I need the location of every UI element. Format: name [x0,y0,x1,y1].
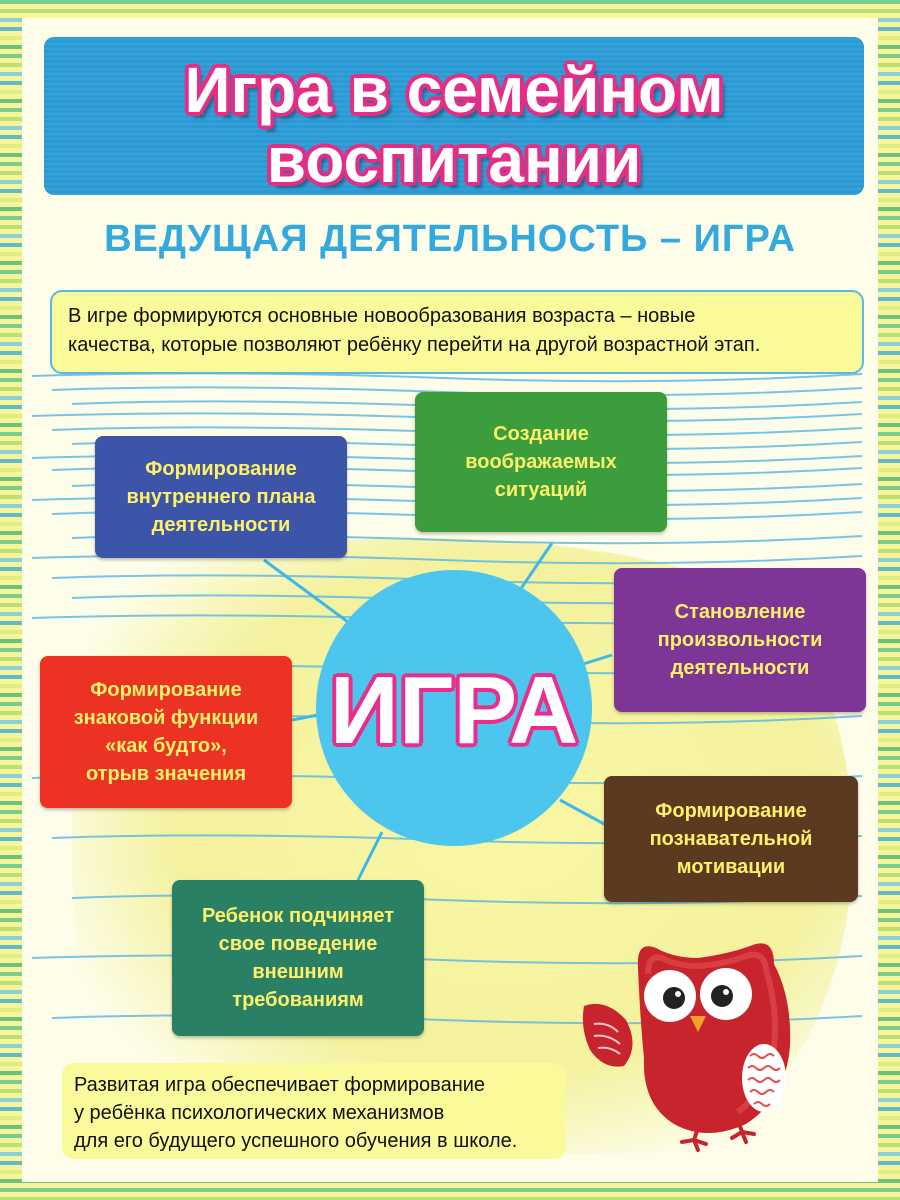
box-behavior-requirements: Ребенок подчиняет свое поведение внешним требованиям [172,880,424,1036]
bottom-note-text: Развитая игра обеспечивает формирование у ребёнка психологических механизмов для его будущего успешного обучения в школе. [74,1074,518,1152]
box-imaginary-situations: Создание воображаемых ситуаций [415,392,667,532]
page-title: Игра в семейном воспитании [184,54,724,196]
center-label: ИГРА [329,657,579,764]
box-sign-function: Формирование знаковой функции «как будто», отрыв значения [40,656,292,808]
box-cognitive-motivation: Формирование познавательной мотивации [604,776,858,902]
bottom-note [62,1063,566,1159]
box-voluntary-activity: Становление произвольности деятельности [614,568,866,712]
box-inner-plan: Формирование внутреннего плана деятельности [95,436,347,558]
intro-text: В игре формируются основные новообразования возраста – новые качества, которые позволяют ребёнку перейти на другой возрастной этап. [68,305,761,356]
owl-icon [578,928,814,1168]
subtitle: ВЕДУЩАЯ ДЕЯТЕЛЬНОСТЬ – ИГРА [104,218,796,260]
center-hub [316,570,592,846]
